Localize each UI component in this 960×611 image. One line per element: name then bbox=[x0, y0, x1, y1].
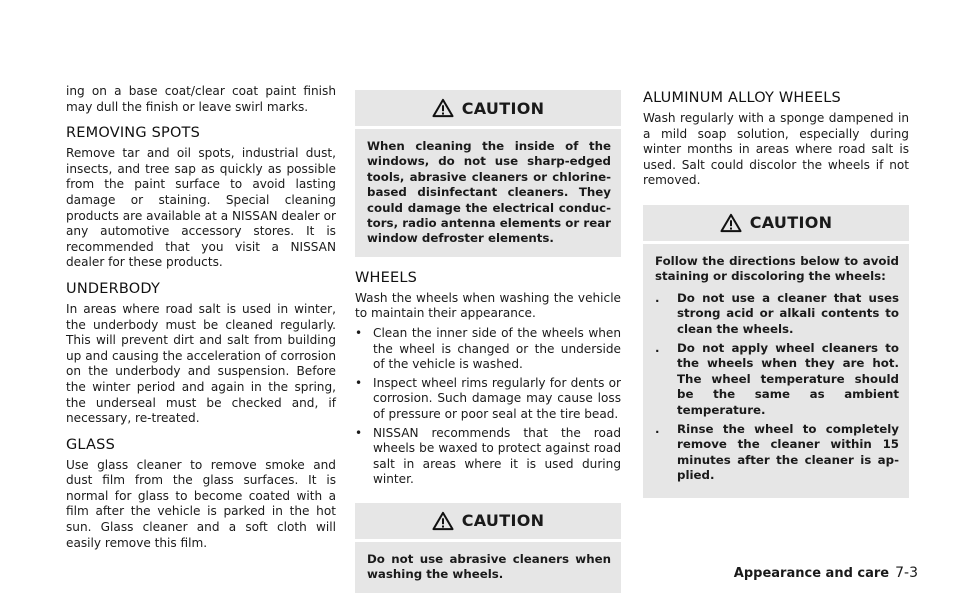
list-item bbox=[355, 426, 621, 488]
list-item bbox=[655, 291, 899, 337]
bullet-mark: . bbox=[655, 290, 660, 305]
column-middle bbox=[355, 90, 621, 593]
underbody-heading: UNDERBODY bbox=[66, 280, 160, 297]
footer-section-title: Appearance and care bbox=[733, 566, 890, 581]
list-item bbox=[355, 326, 621, 373]
column-left bbox=[66, 84, 336, 551]
list-item bbox=[655, 422, 899, 484]
caution-title: CAUTION bbox=[749, 213, 833, 233]
caution-header bbox=[355, 503, 621, 542]
caution-title: CAUTION bbox=[461, 511, 545, 531]
list-item-text: Do not use a cleaner that uses strong acid or alkali contents to clean the wheels. bbox=[677, 290, 899, 336]
wheels-paragraph: Wash the wheels when washing the vehicle to maintain their appearance. bbox=[355, 290, 621, 321]
caution-box-wheels bbox=[355, 503, 621, 593]
bullet-mark: • bbox=[355, 375, 363, 390]
glass-paragraph: Use glass cleaner to remove smoke and dust film from the glass surfaces. It is normal for glass to become coated with a film after the vehicle is parked in the hot sun. Glass cleaner and a soft cloth will easily remove this film. bbox=[66, 457, 336, 550]
wheels-bullet-list bbox=[355, 326, 621, 488]
caution-body bbox=[643, 244, 909, 498]
list-item-text: NISSAN recommends that the road wheels be waxed to protect against road salt in areas where it is used during winter. bbox=[373, 425, 621, 487]
glass-heading: GLASS bbox=[66, 436, 115, 453]
caution-box-alloy bbox=[643, 205, 909, 498]
caution-title: CAUTION bbox=[461, 98, 545, 118]
warning-triangle-icon bbox=[432, 511, 454, 531]
warning-triangle-icon bbox=[720, 213, 742, 233]
page-number: 7-3 bbox=[895, 565, 918, 581]
bullet-mark: . bbox=[655, 341, 660, 355]
intro-paragraph: ing on a base coat/clear coat paint finish may dull the finish or leave swirl marks. bbox=[66, 84, 336, 114]
bullet-mark: • bbox=[355, 326, 363, 341]
list-item-text: Rinse the wheel to completely remove the cleaner within 15 minutes after the cleaner is applied. bbox=[677, 422, 899, 483]
warning-triangle-icon bbox=[432, 98, 454, 118]
caution-body bbox=[355, 542, 621, 593]
alloy-wheels-heading: ALUMINUM ALLOY WHEELS bbox=[643, 90, 841, 106]
bullet-mark: . bbox=[655, 422, 660, 437]
alloy-wheels-paragraph: Wash regularly with a sponge dampened in a mild soap solution, especially during winter months in areas where road salt is used. Salt could discolor the wheels if not removed. bbox=[643, 111, 909, 188]
list-item-text: Do not apply wheel cleaners to the wheels when they are hot. The wheel temperature should be the same as ambient temperature. bbox=[677, 341, 899, 417]
removing-spots-paragraph: Remove tar and oil spots, industrial dust, insects, and tree sap as quickly as possible from the paint surface to avoid lasting damage or staining. Special cleaning products are available at a NISSAN dealer or any automotive accessory stores. It is recommended that you visit a NISSAN dealer for these products. bbox=[66, 146, 336, 270]
underbody-paragraph: In areas where road salt is used in winter, the underbody must be cleaned regularly. This will prevent dirt and salt from building up and causing the acceleration of corrosion on the underbody and suspension. Before the winter period and again in the spring, the underseal must be checked and, if necessary, re-treated. bbox=[66, 301, 336, 426]
wheels-heading: WHEELS bbox=[355, 269, 418, 286]
caution-intro: Follow the directions below to avoid staining or discoloring the wheels: bbox=[655, 253, 899, 284]
caution-body bbox=[355, 129, 621, 257]
column-right bbox=[643, 90, 909, 498]
page-footer bbox=[734, 565, 918, 581]
caution-text: Do not use abrasive cleaners when washing the wheels. bbox=[367, 551, 611, 582]
caution-bullet-list bbox=[655, 291, 899, 484]
caution-header bbox=[355, 90, 621, 129]
list-item-text: Inspect wheel rims regularly for dents or corrosion. Such damage may cause loss of pressure or poor seal at the tire bead. bbox=[373, 375, 621, 421]
list-item bbox=[355, 376, 621, 423]
caution-box-windows bbox=[355, 90, 621, 257]
caution-header bbox=[643, 205, 909, 244]
bullet-mark: • bbox=[355, 425, 363, 440]
caution-text: When cleaning the inside of the windows, do not use sharp-edged tools, abrasive cleaners or chlorine-based disinfectant cleaners. They could damage the electrical conductors, radio antenna elements or rear window defroster elements. bbox=[367, 139, 611, 246]
removing-spots-heading: REMOVING SPOTS bbox=[66, 125, 201, 142]
list-item-text: Clean the inner side of the wheels when the wheel is changed or the underside of the vehicle is washed. bbox=[373, 326, 621, 372]
list-item bbox=[655, 341, 899, 418]
